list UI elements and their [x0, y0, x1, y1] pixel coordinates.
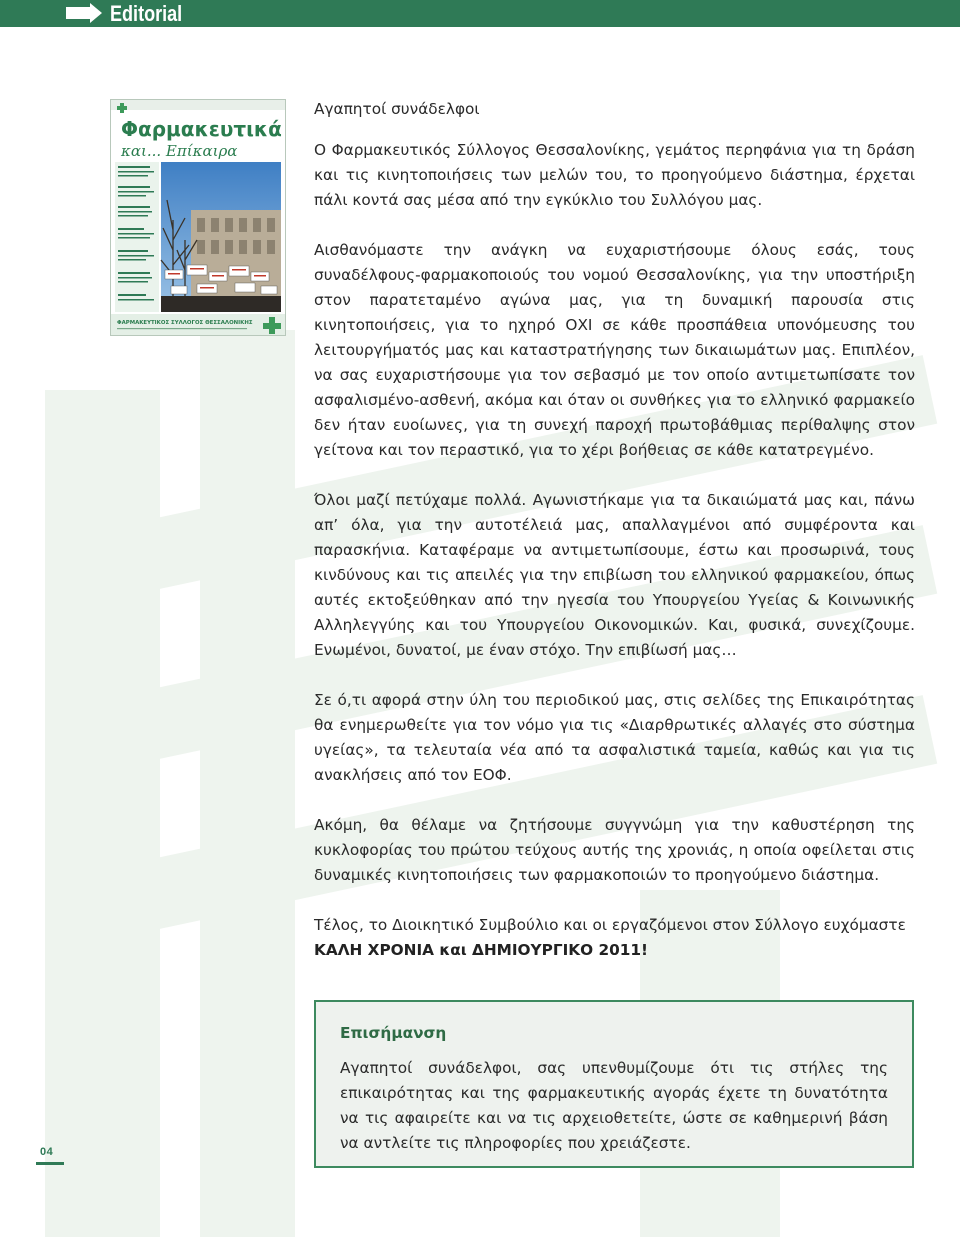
- article-paragraph: Αισθανόμαστε την ανάγκη να ευχαριστήσουμε όλους εσάς, τους συναδέλφους-φαρμακοποιούς του νομού Θεσσαλονίκης, για την υποστήριξη στον παρατεταμένο αγώνα μας, για τη δυναμική παρουσία στις κινητοποιήσεις, για το ηχηρό ΟΧΙ σε κάθε προσπάθεια υπονόμευσης του λειτουργήματός μας και καταστρατήγησης των δικαιωμάτων μας. Επιπλέον, να σας ευχαριστήσουμε για τον σεβασμό με τον οποίο αντιμετωπίσατε τον ασφαλισμένο-ασθενή, ακόμα και όταν οι συνθήκες για το ελληνικό φαρμακείο δεν ήταν ευοίωνες, για τη συνεχή παροχή πρωτοβάθμιας περίθαλψης στον γείτονα και τον περαστικό, για το χέρι βοήθειας σε κάθε κατατρεγμένο.: [314, 241, 915, 459]
- article-paragraph: Ο Φαρμακευτικός Σύλλογος Θεσσαλονίκης, γεμάτος περηφάνια για τη δράση και τις κινητοποιήσεις των μελών του, το προηγούμενο διάστημα, έρχεται πάλι κοντά σας μέσα από την εγκύκλιο του Συλλόγου μας.: [314, 141, 915, 209]
- cover-footer-text: ΦΑΡΜΑΚΕΥΤΙΚΟΣ ΣΥΛΛΟΓΟΣ ΘΕΣΣΑΛΟΝΙΚΗΣ: [117, 320, 253, 326]
- article-paragraph: Σε ό,τι αφορά στην ύλη του περιοδικού μας, στις σελίδες της Επικαιρότητας θα ενημερωθείτε για τον νόμο για τις «Διαρθρωτικές αλλαγές στο σύστημα υγείας», τα τελευταία νέα από τα ασφαλιστικά ταμεία, καθώς και για τις ανακλήσεις από τον ΕΟΦ.: [314, 691, 915, 784]
- article-paragraph: Ακόμη, θα θέλαμε να ζητήσουμε συγγνώμη για την καθυστέρηση της κυκλοφορίας του πρώτου τεύχους αυτής της χρονιάς, η οποία οφείλεται στις δυναμικές κινητοποιήσεις των φαρμακοποιών το προηγούμενο διάστημα.: [314, 816, 915, 884]
- notice-box: [314, 1000, 914, 1168]
- cover-masthead: Φαρμακευτικά: [121, 117, 282, 141]
- cover-subtitle: και... Επίκαιρα: [121, 142, 238, 160]
- closing-text: Τέλος, το Διοικητικό Συμβούλιο και οι εργαζόμενοι στον Σύλλογο ευχόμαστε: [314, 916, 906, 934]
- page-number-underline: [36, 1162, 64, 1165]
- notice-body: Αγαπητοί συνάδελφοι, σας υπενθυμίζουμε ότι τις στήλες της επικαιρότητας και της φαρμακευτικής αγοράς έχετε τη δυνατότητα να τις αφαιρείτε και να τις αρχειοθετείτε, ώστε σε καθημερινή βάση να αντλείτε τις πληροφορίες που χρειάζεστε.: [340, 1059, 888, 1152]
- page-number: 04: [40, 1146, 54, 1158]
- closing-greeting-bold: ΚΑΛΗ ΧΡΟΝΙΑ και ΔΗΜΙΟΥΡΓΙΚΟ 2011!: [314, 941, 649, 959]
- article-greeting: Αγαπητοί συνάδελφοι: [314, 100, 480, 118]
- article-closing: [314, 913, 915, 963]
- editorial-article: [314, 97, 915, 976]
- section-header-bar: [0, 0, 960, 27]
- section-title: Editorial: [110, 1, 183, 26]
- article-paragraph: Όλοι μαζί πετύχαμε πολλά. Αγωνιστήκαμε για τα δικαιώματά μας και, πάνω απ’ όλα, για την αυτοτέλειά μας, απαλλαγμένοι από συμφέροντα και παρασκήνια. Καταφέραμε να αντιμετωπίσουμε, έστω και προσωρινά, τους κινδύνους και τις απειλές για την επιβίωση του ελληνικού φαρμακείου, όπως αυτές εκτοξεύθηκαν από την ηγεσία του Υπουργείου Υγείας & Κοινωνικής Αλληλεγγύης και του Υπουργείου Οικονομικών. Και, φυσικά, συνεχίζουμε. Ενωμένοι, δυνατοί, με έναν στόχο. Την επιβίωσή μας…: [314, 491, 915, 659]
- arrow-icon: [64, 3, 104, 23]
- magazine-cover-image: [110, 99, 286, 336]
- notice-title: Επισήμανση: [340, 1024, 447, 1042]
